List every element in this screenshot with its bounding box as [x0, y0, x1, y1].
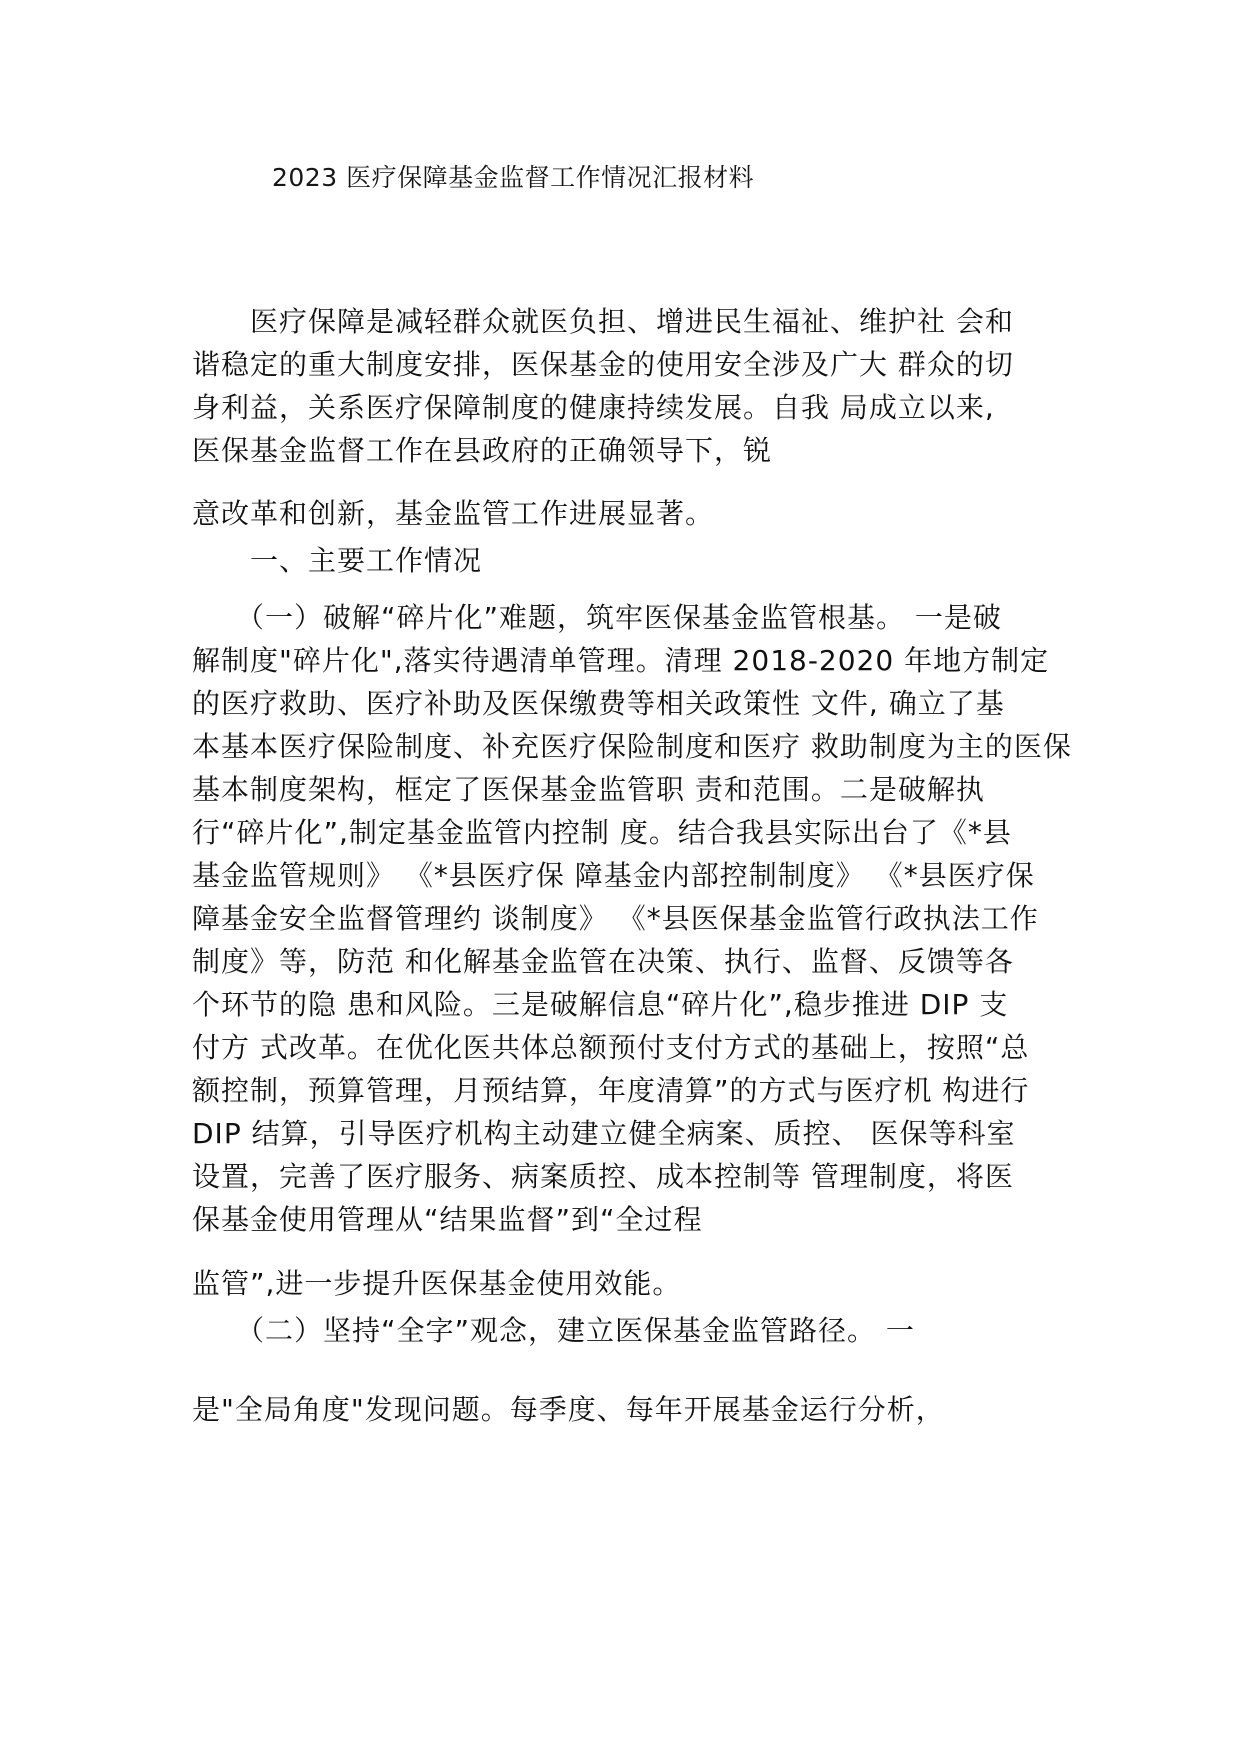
paragraph-line: 设置，完善了医疗服务、病案质控、成本控制等 管理制度，将医 — [192, 1160, 1014, 1193]
paragraph-line: 付方 式改革。在优化医共体总额预付支付方式的基础上，按照“总 — [192, 1031, 1030, 1064]
paragraph-line: 是"全局角度"发现问题。每季度、每年开展基金运行分析， — [192, 1393, 945, 1426]
paragraph-line: 谐稳定的重大制度安排，医保基金的使用安全涉及广大 群众的切 — [192, 348, 1014, 381]
paragraph-line: （二）坚持“全字”观念，建立医保基金监管路径。 一 — [192, 1314, 915, 1347]
paragraph-line: （一）破解“碎片化”难题，筑牢医保基金监管根基。 一是破 — [192, 601, 1002, 634]
paragraph-line: 本基本医疗保险制度、补充医疗保险制度和医疗 救助制度为主的医保 — [192, 730, 1072, 763]
document-title: 2023 医疗保障基金监督工作情况汇报材料 — [272, 163, 755, 192]
paragraph-line: 监管”,进一步提升医保基金使用效能。 — [192, 1267, 682, 1300]
paragraph-line: 解制度"碎片化",落实待遇清单管理。清理 2018-2020 年地方制定 — [192, 644, 1050, 677]
paragraph-line: 个环节的隐 患和风险。三是破解信息“碎片化”,稳步推进 DIP 支 — [192, 988, 1009, 1021]
paragraph-line: 基本制度架构，框定了医保基金监管职 责和范围。二是破解执 — [192, 773, 985, 806]
paragraph-line: 医保基金监督工作在县政府的正确领导下，锐 — [192, 434, 773, 467]
paragraph-line: 医疗保障是减轻群众就医负担、增进民生福祉、维护社 会和 — [192, 305, 1014, 338]
section-heading: 一、主要工作情况 — [192, 544, 483, 577]
paragraph-line: DIP 结算，引导医疗机构主动建立健全病案、质控、 医保等科室 — [192, 1117, 1016, 1150]
paragraph-line: 意改革和创新，基金监管工作进展显著。 — [192, 497, 715, 530]
paragraph-line: 行“碎片化”,制定基金监管内控制 度。结合我县实际出台了《*县 — [192, 816, 1012, 849]
paragraph-line: 制度》等，防范 和化解基金监管在决策、执行、监督、反馈等各 — [192, 945, 1014, 978]
paragraph-line: 保基金使用管理从“结果监督”到“全过程 — [192, 1203, 703, 1236]
paragraph-line: 额控制，预算管理，月预结算，年度清算”的方式与医疗机 构进行 — [192, 1074, 1030, 1107]
paragraph-line: 的医疗救助、医疗补助及医保缴费等相关政策性 文件, 确立了基 — [192, 687, 1005, 720]
paragraph-line: 身利益，关系医疗保障制度的健康持续发展。自我 局成立以来, — [192, 391, 995, 424]
paragraph-line: 障基金安全监督管理约 谈制度》 《*县医保基金监管行政执法工作 — [192, 902, 1039, 935]
paragraph-line: 基金监管规则》 《*县医疗保 障基金内部控制制度》 《*县医疗保 — [192, 859, 1035, 892]
